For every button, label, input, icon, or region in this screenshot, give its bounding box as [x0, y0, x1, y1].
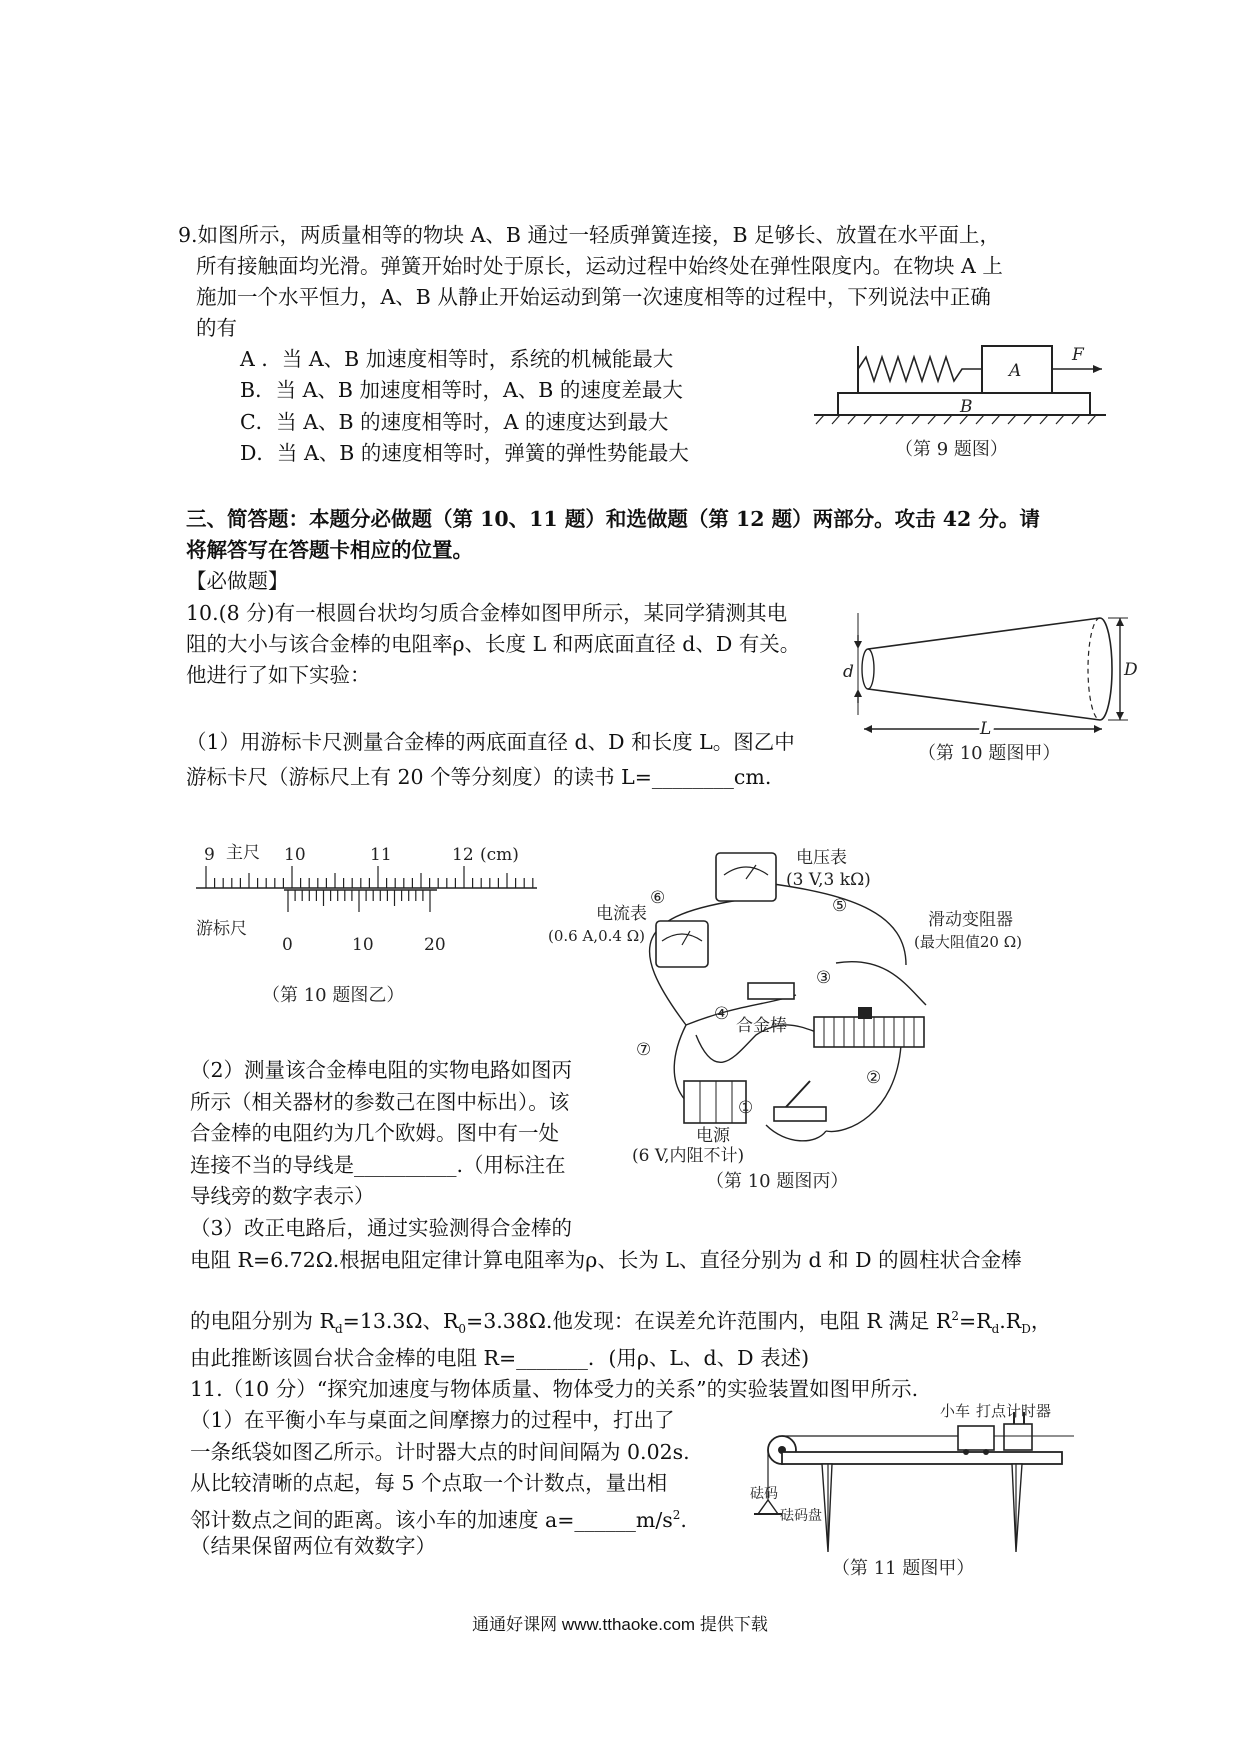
- q10-part1-line-2: 游标卡尺（游标尺上有 20 个等分刻度）的读书 L=________cm.: [186, 765, 772, 789]
- q10-jia-label-l: L: [980, 719, 992, 739]
- yi-vernier-0: 0: [282, 935, 293, 955]
- page-footer: 通通好课网 www.tthaoke.com 提供下载: [472, 1615, 768, 1634]
- q9-fig-label-a: A: [1009, 361, 1022, 381]
- bing-wire-5: ⑤: [832, 896, 848, 916]
- q11-figure: [752, 1402, 1082, 1582]
- q9-line-3: 施加一个水平恒力，A、B 从静止开始运动到第一次速度相等的过程中，下列说法中正确: [196, 285, 991, 309]
- q10-part2-line-2: 所示（相关器材的参数己在图中标出）。该: [190, 1090, 570, 1114]
- q10-part2-line-4: 连接不当的导线是__________.（用标注在: [190, 1153, 566, 1177]
- bing-ammeter-spec: (0.6 A,0.4 Ω): [548, 927, 645, 945]
- bing-rheostat-spec: (最大阻值20 Ω): [914, 933, 1022, 951]
- yi-tick-9: 9: [204, 845, 215, 865]
- q11-fig-caption: （第 11 题图甲）: [832, 1558, 975, 1579]
- q10-part3-line-4: 由此推断该圆台状合金棒的电阻 R=_______．(用ρ、L、d、D 表述): [190, 1346, 810, 1370]
- q11-fig-timer-label: 打点计时器: [976, 1402, 1052, 1420]
- bing-source-spec: (6 V,内阻不计): [632, 1146, 745, 1166]
- q10-bing-caption: （第 10 题图丙）: [706, 1171, 849, 1192]
- bing-ammeter-label: 电流表: [596, 904, 647, 924]
- bing-source-label: 电源: [696, 1126, 730, 1146]
- q9-line-2: 所有接触面均光滑。弹簧开始时处于原长，运动过程中始终处在弹性限度内。在物块 A 上: [196, 254, 1003, 278]
- q11-part1-line-1: （1）在平衡小车与桌面之间摩擦力的过程中，打出了: [190, 1408, 675, 1432]
- yi-vernier-10: 10: [352, 935, 374, 955]
- q9-line-1: 9.如图所示，两质量相等的物块 A、B 通过一轻质弹簧连接，B 足够长、放置在水平面上，: [178, 223, 1001, 247]
- bing-wire-6: ⑥: [650, 888, 666, 908]
- q11-part1-line-3: 从比较清晰的点起，每 5 个点取一个计数点，量出相: [190, 1471, 668, 1495]
- yi-main-scale-label: 主尺: [226, 843, 260, 863]
- bing-wire-1: ①: [738, 1098, 754, 1118]
- q10-part2-line-5: 导线旁的数字表示）: [190, 1184, 375, 1208]
- q10-yi-caption: （第 10 题图乙）: [262, 985, 405, 1006]
- q10-figure-yi: [192, 838, 552, 1013]
- yi-vernier-label: 游标尺: [196, 919, 247, 939]
- q10-part2-line-1: （2）测量该合金棒电阻的实物电路如图丙: [190, 1058, 573, 1082]
- q10-part3-line-1: （3）改正电路后，通过实验测得合金棒的: [190, 1216, 573, 1240]
- bing-wire-3: ③: [816, 968, 832, 988]
- section3-heading-line-1: 三、简答题：本题分必做题（第 10、11 题）和选做题（第 12 题）两部分。攻击 42 分。请: [186, 507, 1040, 531]
- q11-part1-line-5: （结果保留两位有效数字）: [190, 1534, 436, 1558]
- q10-line-2: 阻的大小与该合金棒的电阻率ρ、长度 L 和两底面直径 d、D 有关。: [186, 632, 801, 656]
- section3-heading-line-2: 将解答写在答题卡相应的位置。: [186, 538, 473, 562]
- q10-jia-label-big-d: D: [1124, 660, 1138, 680]
- yi-tick-10: 10: [284, 845, 306, 865]
- q10-figure-jia: [838, 605, 1138, 770]
- bing-wire-2: ②: [866, 1068, 882, 1088]
- bing-rheostat-label: 滑动变阻器: [928, 910, 1013, 930]
- q10-part2-line-3: 合金棒的电阻约为几个欧姆。图中有一处: [190, 1121, 559, 1145]
- q9-figure: [810, 332, 1110, 467]
- yi-unit: (cm): [480, 845, 519, 865]
- q10-part1-line-1: （1）用游标卡尺测量合金棒的两底面直径 d、D 和长度 L。图乙中: [186, 730, 795, 754]
- q11-fig-pan-label: 砝码盘: [780, 1508, 822, 1524]
- q10-jia-label-d: d: [843, 662, 854, 682]
- q11-line-1: 11.（10 分）“探究加速度与物体质量、物体受力的关系”的实验装置如图甲所示.: [190, 1377, 919, 1401]
- q10-line-1: 10.(8 分)有一根圆台状均匀质合金棒如图甲所示，某同学猜测其电: [186, 601, 788, 625]
- bing-alloy-label: 合金棒: [736, 1016, 787, 1036]
- q9-fig-caption: （第 9 题图）: [895, 439, 1008, 460]
- q9-option-a: A ．当 A、B 加速度相等时，系统的机械能最大: [240, 347, 674, 371]
- q9-line-4: 的有: [196, 316, 237, 340]
- q11-part1-line-2: 一条纸袋如图乙所示。计时器大点的时间间隔为 0.02s.: [190, 1440, 690, 1464]
- bing-wire-7: ⑦: [636, 1040, 652, 1060]
- q9-fig-label-b: B: [960, 397, 973, 417]
- q11-fig-weight-label: 砝码: [750, 1486, 778, 1502]
- required-section-label: 【必做题】: [186, 569, 289, 593]
- q10-part3-line-3: 的电阻分别为 $R_d=13.3\Omega$、$R_0=3.38\Omega$.他发现：在误差允许范围内，电阻 R 满足 $R^2=R_d.R_D$，: [190, 1308, 1052, 1336]
- q11-part1-line-4: 邻计数点之间的距离。该小车的加速度 $a=\_\_\_\_\_\_m/s^2$.: [190, 1507, 687, 1532]
- q9-fig-label-f: F: [1072, 345, 1084, 365]
- bing-wire-4: ④: [714, 1004, 730, 1024]
- q10-figure-bing: [548, 848, 1036, 1235]
- yi-tick-12: 12: [452, 845, 474, 865]
- bing-voltmeter-label: 电压表: [796, 848, 847, 868]
- q9-option-d: D．当 A、B 的速度相等时，弹簧的弹性势能最大: [240, 441, 689, 465]
- q10-part3-line-2: 电阻 R=6.72Ω.根据电阻定律计算电阻率为ρ、长为 L、直径分别为 d 和 D 的圆柱状合金棒: [190, 1248, 1022, 1272]
- q11-fig-cart-label: 小车: [940, 1402, 971, 1420]
- q9-option-c: C．当 A、B 的速度相等时，A 的速度达到最大: [240, 410, 669, 434]
- q9-option-b: B．当 A、B 加速度相等时，A、B 的速度差最大: [240, 378, 683, 402]
- yi-tick-11: 11: [370, 845, 392, 865]
- yi-vernier-20: 20: [424, 935, 446, 955]
- q10-line-3: 他进行了如下实验：: [186, 663, 371, 687]
- bing-voltmeter-spec: (3 V,3 kΩ): [786, 870, 871, 890]
- q10-jia-caption: （第 10 题图甲）: [918, 743, 1061, 764]
